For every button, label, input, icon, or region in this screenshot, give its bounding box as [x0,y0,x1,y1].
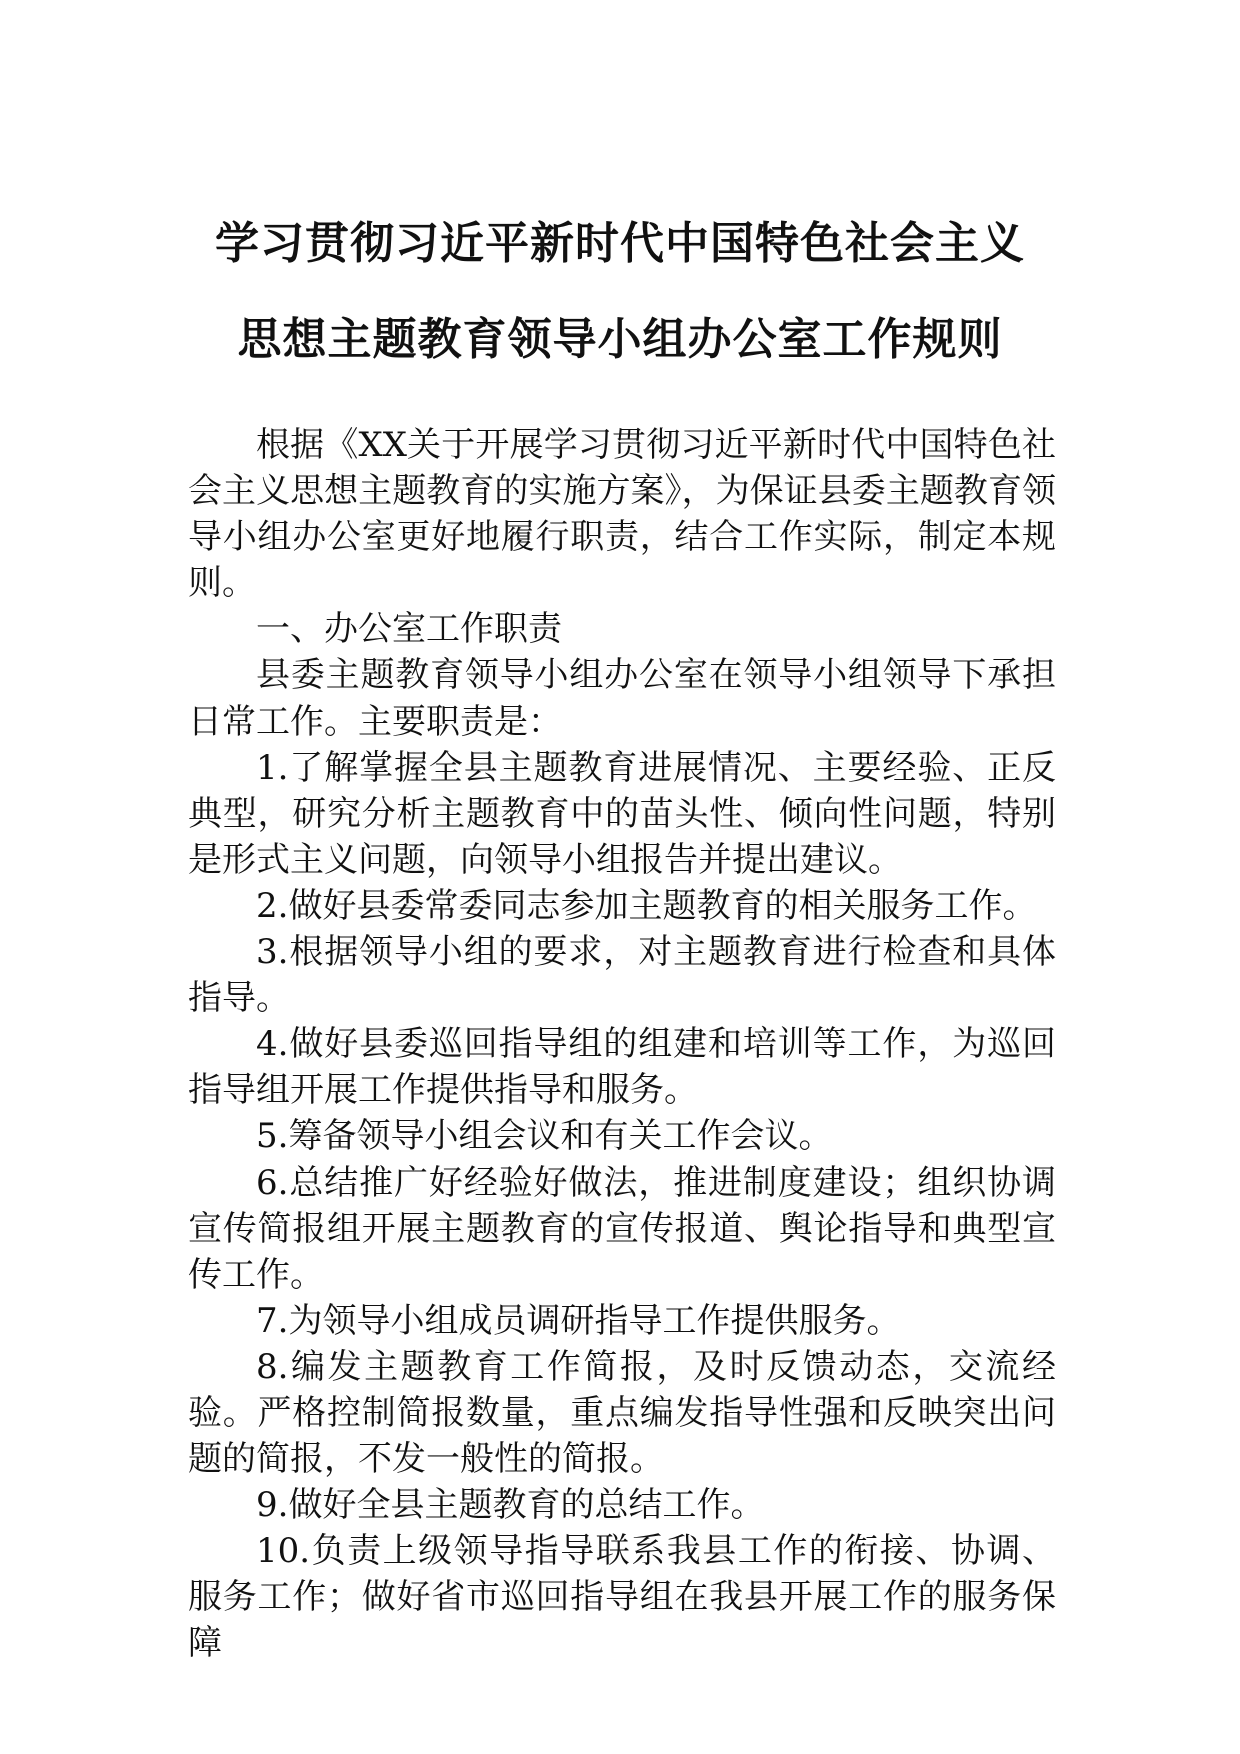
document-body [188,422,1056,1667]
duty-item-9: 9.做好全县主题教育的总结工作。 [256,1485,765,1526]
document-title-line-1: 学习贯彻习近平新时代中国特色社会主义 [215,218,1025,269]
duty-item-2: 2.做好县委常委同志参加主题教育的相关服务工作。 [256,885,1037,926]
intro-paragraph: 根据《XX关于开展学习贯彻习近平新时代中国特色社会主义思想主题教育的实施方案》，为保证县委主题教育领导小组办公室更好地履行职责，结合工作实际，制定本规则。 [188,425,1056,604]
duty-item-8: 8.编发主题教育工作简报，及时反馈动态，交流经验。严格控制简报数量，重点编发指导性强和反映突出问题的简报，不发一般性的简报。 [188,1346,1056,1480]
duty-item-3: 3.根据领导小组的要求，对主题教育进行检查和具体指导。 [188,932,1056,1019]
duty-item-6: 6.总结推广好经验好做法，推进制度建设；组织协调宣传简报组开展主题教育的宣传报道、舆论指导和典型宣传工作。 [188,1162,1056,1295]
duty-item-7: 7.为领导小组成员调研指导工作提供服务。 [256,1300,901,1341]
document-title-line-2: 思想主题教育领导小组办公室工作规则 [237,314,1003,365]
section-heading: 一、办公室工作职责 [256,609,562,650]
duty-item-5: 5.筹备领导小组会议和有关工作会议。 [256,1116,833,1157]
section-intro-paragraph: 县委主题教育领导小组办公室在领导小组领导下承担日常工作。主要职责是： [188,655,1056,742]
duty-item-4: 4.做好县委巡回指导组的组建和培训等工作，为巡回指导组开展工作提供指导和服务。 [188,1024,1056,1111]
duty-item-1: 1.了解掌握全县主题教育进展情况、主要经验、正反典型，研究分析主题教育中的苗头性、倾向性问题，特别是形式主义问题，向领导小组报告并提出建议。 [188,747,1056,880]
duty-item-10: 10.负责上级领导指导联系我县工作的衔接、协调、服务工作；做好省市巡回指导组在我县开展工作的服务保障 [188,1531,1056,1664]
